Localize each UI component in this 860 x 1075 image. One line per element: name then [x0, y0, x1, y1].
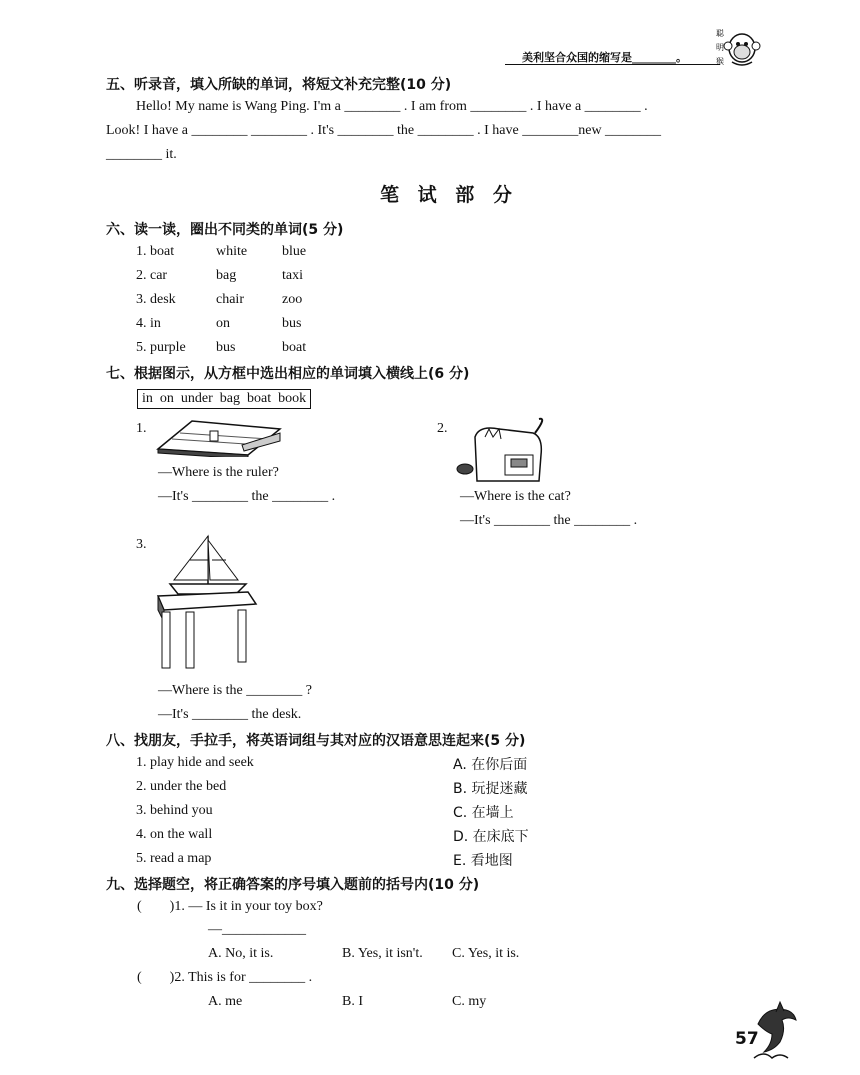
q9-1-blank: —____________ — [208, 922, 306, 937]
svg-text:明: 明 — [716, 43, 724, 52]
page-number: 57 — [735, 1029, 759, 1049]
list-item: 4. on the wall — [136, 827, 213, 842]
list-item: bag — [216, 268, 237, 283]
list-item: boat — [282, 340, 307, 355]
list-item: 5. purple — [136, 340, 186, 355]
svg-text:猴: 猴 — [716, 57, 724, 66]
cat-bag-illustration — [455, 415, 555, 487]
q9-2-option-c: C. my — [452, 994, 487, 1009]
list-item: C. 在墙上 — [453, 805, 514, 821]
q1-number: 1. — [136, 421, 147, 436]
dolphin-icon — [752, 1000, 798, 1062]
q9-2-option-a: A. me — [208, 994, 243, 1009]
ruler-book-illustration — [152, 415, 282, 457]
section5-line2: Look! I have a ________ ________ . It's ________ the ________ . I have ________new ________ — [106, 123, 662, 138]
list-item: bus — [216, 340, 236, 355]
q3-number: 3. — [136, 537, 147, 552]
list-item: blue — [282, 244, 307, 259]
part-title: 笔 试 部 分 — [380, 184, 518, 206]
monkey-mascot-icon — [712, 24, 762, 68]
section9-heading: 九、选择题空，将正确答案的序号填入题前的括号内(10 分) — [106, 877, 480, 893]
list-item: 2. under the bed — [136, 779, 227, 794]
q3-answer: —It's ________ the desk. — [158, 707, 302, 722]
list-item: taxi — [282, 268, 303, 283]
list-item: on — [216, 316, 230, 331]
list-item: 2. car — [136, 268, 168, 283]
q9-2-option-b: B. I — [342, 994, 363, 1009]
q1-question: —Where is the ruler? — [158, 465, 279, 480]
q1-answer: —It's ________ the ________ . — [158, 489, 336, 504]
q3-question: —Where is the ________ ? — [158, 683, 312, 698]
list-item: B. 玩捉迷藏 — [453, 781, 528, 797]
word-box: in on under bag boat book — [137, 389, 311, 409]
list-item: bus — [282, 316, 302, 331]
list-item: 1. boat — [136, 244, 175, 259]
list-item: 3. behind you — [136, 803, 213, 818]
list-item: white — [216, 244, 248, 259]
list-item: D. 在床底下 — [453, 829, 529, 845]
q2-answer: —It's ________ the ________ . — [460, 513, 638, 528]
section5-heading: 五、听录音，填入所缺的单词，将短文补充完整(10 分) — [106, 77, 452, 93]
q2-question: —Where is the cat? — [460, 489, 571, 504]
header-rule — [505, 64, 720, 65]
list-item: 1. play hide and seek — [136, 755, 254, 770]
list-item: 3. desk — [136, 292, 176, 307]
list-item: A. 在你后面 — [453, 757, 528, 773]
list-item: zoo — [282, 292, 303, 307]
q9-2-stem: ( )2. This is for ________ . — [137, 970, 313, 985]
boat-desk-illustration — [150, 530, 260, 676]
header-text: 美利坚合众国的缩写是________。 — [522, 51, 687, 64]
section7-heading: 七、根据图示，从方框中选出相应的单词填入横线上(6 分) — [106, 366, 470, 382]
list-item: chair — [216, 292, 244, 307]
q9-1-option-c: C. Yes, it is. — [452, 946, 520, 961]
section5-line3: ________ it. — [106, 147, 177, 162]
q9-1-stem: ( )1. — Is it in your toy box? — [137, 899, 323, 914]
section6-heading: 六、读一读，圈出不同类的单词(5 分) — [106, 222, 344, 238]
q9-1-option-a: A. No, it is. — [208, 946, 274, 961]
svg-text:聪: 聪 — [716, 29, 724, 38]
q9-1-option-b: B. Yes, it isn't. — [342, 946, 423, 961]
list-item: 4. in — [136, 316, 161, 331]
section5-line1: Hello! My name is Wang Ping. I'm a ________ . I am from ________ . I have a ________ . — [136, 99, 648, 114]
q2-number: 2. — [437, 421, 448, 436]
section8-heading: 八、找朋友，手拉手，将英语词组与其对应的汉语意思连起来(5 分) — [106, 733, 526, 749]
list-item: E. 看地图 — [453, 853, 513, 869]
list-item: 5. read a map — [136, 851, 212, 866]
